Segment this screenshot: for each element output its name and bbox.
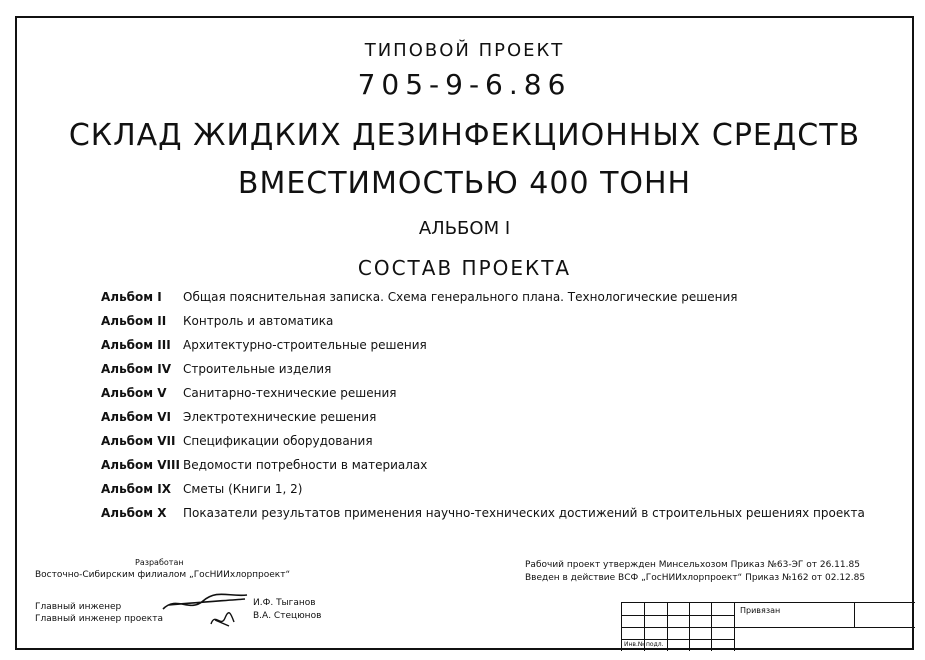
project-kind: ТИПОВОЙ ПРОЕКТ <box>364 40 565 61</box>
drawing-sheet <box>15 16 914 650</box>
stamp-inventory-label: Инв.№ подл. <box>624 641 664 648</box>
album-list <box>101 285 901 525</box>
album-item-text: Сметы (Книги 1, 2) <box>183 482 303 496</box>
stamp-bound-label: Привязан <box>740 606 781 615</box>
album-item-label: Альбом II <box>101 314 167 328</box>
signature-icon <box>159 591 251 615</box>
project-number: 705-9-6.86 <box>357 68 572 101</box>
list-item <box>101 333 901 357</box>
developer-org: Восточно-Сибирским филиалом „ГосНИИхлорпроект“ <box>35 570 291 580</box>
list-item <box>101 405 901 429</box>
album-item-label: Альбом IX <box>101 482 171 496</box>
album-item-label: Альбом IV <box>101 362 172 376</box>
signature-icon <box>207 610 237 630</box>
project-title-line2: ВМЕСТИМОСТЬЮ 400 ТОНН <box>237 166 692 201</box>
album-item-label: Альбом V <box>101 386 167 400</box>
chief-project-engineer-label: Главный инженер проекта <box>35 614 163 624</box>
developed-by-label: Разработан <box>135 558 184 567</box>
approval-note: Рабочий проект утвержден Минсельхозом Приказ №63-ЭГ от 26.11.85 <box>525 560 860 570</box>
list-item <box>101 453 901 477</box>
list-item <box>101 357 901 381</box>
title-block-stamp <box>621 602 915 651</box>
list-item <box>101 285 901 309</box>
chief-engineer-label: Главный инженер <box>35 602 122 612</box>
album-label: АЛЬБОМ I <box>418 218 511 239</box>
album-item-text: Спецификации оборудования <box>183 434 373 448</box>
album-item-label: Альбом III <box>101 338 171 352</box>
album-item-label: Альбом I <box>101 290 162 304</box>
album-item-text: Архитектурно-строительные решения <box>183 338 427 352</box>
album-item-text: Ведомости потребности в материалах <box>183 458 428 472</box>
album-item-text: Строительные изделия <box>183 362 332 376</box>
album-item-label: Альбом X <box>101 506 167 520</box>
album-item-text: Санитарно-технические решения <box>183 386 397 400</box>
album-item-label: Альбом VI <box>101 410 172 424</box>
list-item <box>101 429 901 453</box>
album-item-label: Альбом VIII <box>101 458 180 472</box>
project-title-line1: СКЛАД ЖИДКИХ ДЕЗИНФЕКЦИОННЫХ СРЕДСТВ <box>68 118 861 153</box>
album-item-label: Альбом VII <box>101 434 176 448</box>
album-item-text: Общая пояснительная записка. Схема генерального плана. Технологические решения <box>183 290 738 304</box>
chief-engineer-name: И.Ф. Тыганов <box>253 598 316 608</box>
album-item-text: Электротехнические решения <box>183 410 377 424</box>
list-item <box>101 501 901 525</box>
album-item-text: Показатели результатов применения научно-технических достижений в строительных решениях проекта <box>183 506 865 520</box>
list-item <box>101 309 901 333</box>
list-item <box>101 477 901 501</box>
list-item <box>101 381 901 405</box>
enactment-note: Введен в действие ВСФ „ГосНИИхлорпроект“ Приказ №162 от 02.12.85 <box>525 573 866 583</box>
chief-project-engineer-name: В.А. Стецюнов <box>253 611 322 621</box>
composition-heading: СОСТАВ ПРОЕКТА <box>357 256 572 280</box>
album-item-text: Контроль и автоматика <box>183 314 334 328</box>
